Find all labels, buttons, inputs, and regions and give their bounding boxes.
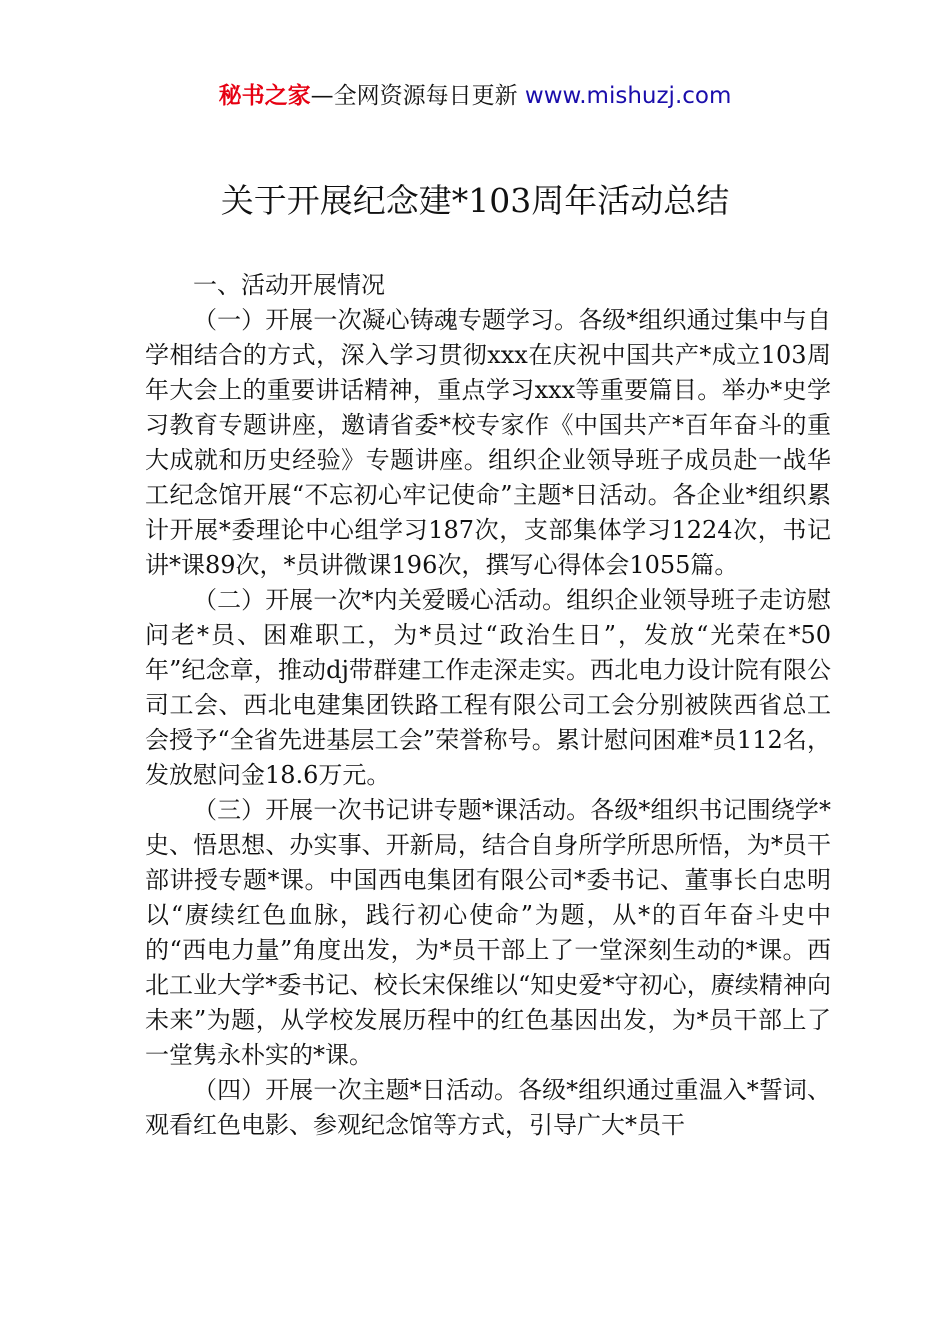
paragraph-lecture: （三）开展一次书记讲专题*课活动。各级*组织书记围绕学*史、悟思想、办实事、开新局，结合自身所学所思所悟，为*员干部讲授专题*课。中国西电集团有限公司*委书记、董事长白忠明以“赓续红色血脉，践行初心使命”为题，从*的百年奋斗史中的“西电力量”角度出发，为*员干部上了一堂深刻生动的*课。西北工业大学*委书记、校长宋保维以“知史爱*守初心，赓续精神向未来”为题，从学校发展历程中的红色基因出发，为*员干部上了一堂隽永朴实的*课。 <box>145 796 831 1069</box>
site-url-link[interactable]: www.mishuzj.com <box>524 83 732 109</box>
paragraph-theme-day: （四）开展一次主题*日活动。各级*组织通过重温入*誓词、观看红色电影、参观纪念馆等方式，引导广大*员干 <box>145 1076 831 1139</box>
site-tagline: —全网资源每日更新 <box>310 83 525 109</box>
paragraph-study: （一）开展一次凝心铸魂专题学习。各级*组织通过集中与自学相结合的方式，深入学习贯彻xxx在庆祝中国共产*成立103周年大会上的重要讲话精神，重点学习xxx等重要篇目。举办*史学习教育专题讲座，邀请省委*校专家作《中国共产*百年奋斗的重大成就和历史经验》专题讲座。组织企业领导班子成员赴一战华工纪念馆开展“不忘初心牢记使命”主题*日活动。各企业*组织累计开展*委理论中心组学习187次，支部集体学习1224次，书记讲*课89次，*员讲微课196次，撰写心得体会1055篇。 <box>145 306 831 579</box>
document-body <box>145 268 831 1143</box>
document-title: 关于开展纪念建*103周年活动总结 <box>220 181 730 220</box>
site-brand: 秘书之家 <box>218 83 311 109</box>
site-header <box>0 80 950 112</box>
paragraph-care: （二）开展一次*内关爱暖心活动。组织企业领导班子走访慰问老*员、困难职工，为*员过“政治生日”，发放“光荣在*50年”纪念章，推动dj带群建工作走深走实。西北电力设计院有限公司工会、西北电建集团铁路工程有限公司工会分别被陕西省总工会授予“全省先进基层工会”荣誉称号。累计慰问困难*员112名，发放慰问金18.6万元。 <box>145 586 831 789</box>
section-heading: 一、活动开展情况 <box>193 271 385 299</box>
